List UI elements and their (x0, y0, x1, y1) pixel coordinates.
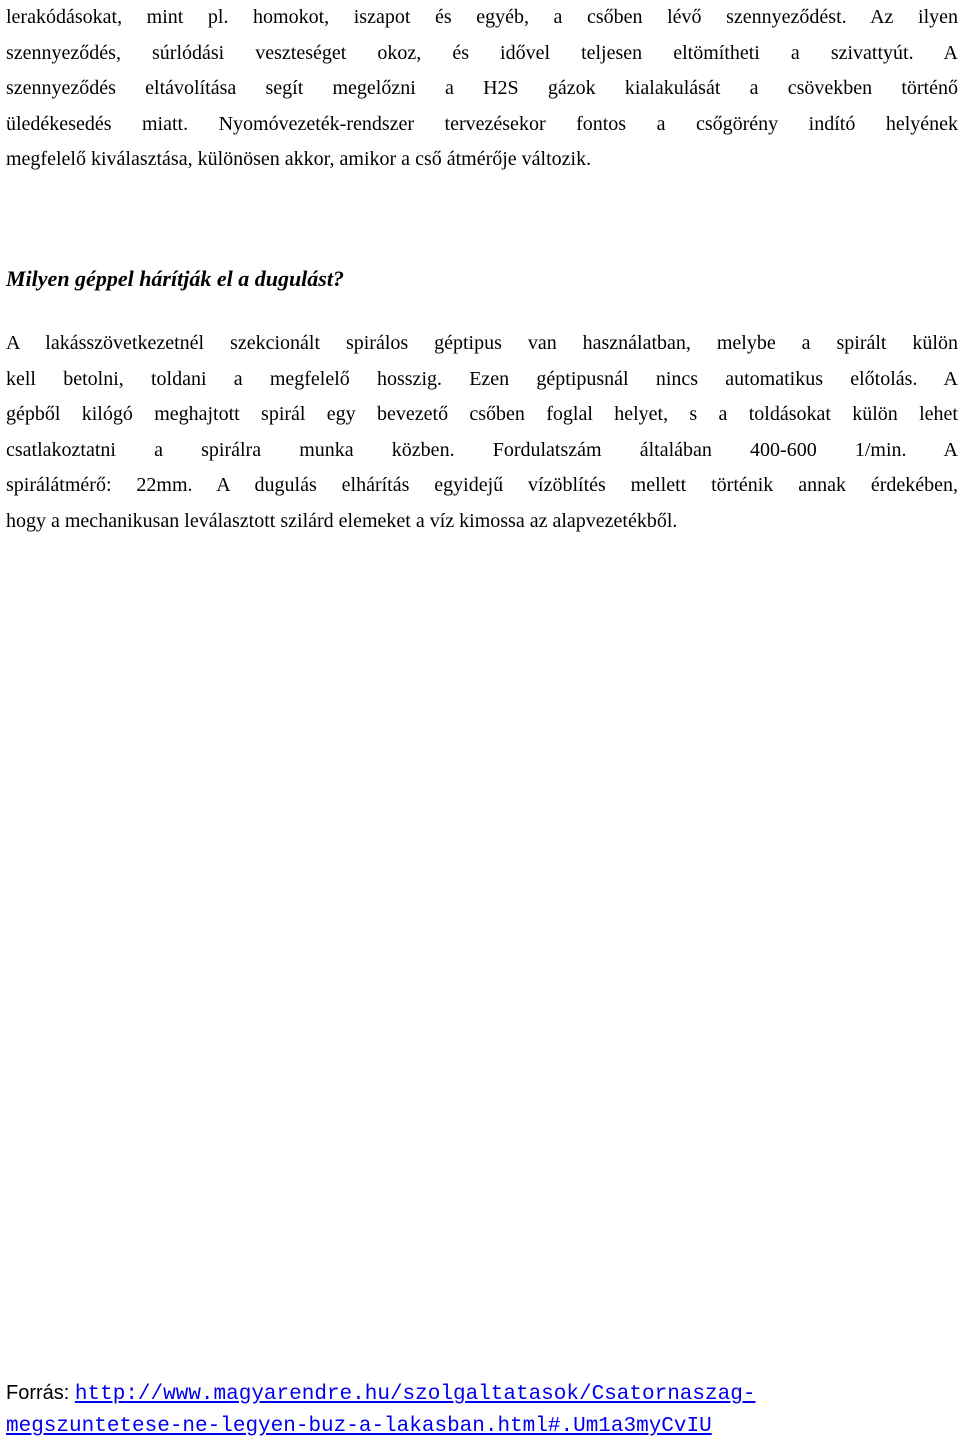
paragraph-line: spirálátmérő: 22mm. A dugulás elhárítás egyidejű vízöblítés mellett történik annak érdekében, (6, 474, 958, 496)
source-link-line[interactable]: http://www.magyarendre.hu/szolgaltatasok/Csatornaszag- (74, 1383, 756, 1406)
source-link-line[interactable]: megszuntetese-ne-legyen-buz-a-lakasban.html#.Um1a3myCvIU (6, 1415, 712, 1438)
paragraph-line: lerakódásokat, mint pl. homokot, iszapot és egyéb, a csőben lévő szennyeződést. Az ilyen (6, 6, 958, 28)
paragraph-pipe-cleaning (6, 0, 958, 178)
paragraph-line: megfelelő kiválasztása, különösen akkor, amikor a cső átmérője változik. (6, 148, 592, 170)
paragraph-line: kell betolni, toldani a megfelelő hosszig. Ezen géptipusnál nincs automatikus előtolás. A (6, 367, 958, 390)
source-link[interactable] (6, 1383, 755, 1438)
paragraph-line: hogy a mechanikusan leválasztott szilárd elemeket a víz kimossa az alapvezetékből. (6, 509, 678, 532)
paragraph-line: csatlakoztatni a spirálra munka közben. Fordulatszám általában 400-600 1/min. A (6, 438, 958, 461)
paragraph-line: A lakásszövetkezetnél szekcionált spirálos géptipus van használatban, melybe a spirált külön (6, 332, 958, 354)
paragraph-line: szennyeződés, súrlódási veszteséget okoz, és idővel teljesen eltömítheti a szivattyút. A (6, 41, 958, 64)
section-heading: Milyen géppel hárítják el a dugulást? (6, 266, 344, 291)
source-citation (6, 1378, 958, 1442)
paragraph-line: szennyeződés eltávolítása segít megelőzni a H2S gázok kialakulását a csövekben történő (6, 77, 958, 99)
source-label: Forrás: (6, 1382, 70, 1404)
paragraph-machine-description (6, 326, 958, 539)
paragraph-line: gépből kilógó meghajtott spirál egy bevezető csőben foglal helyet, s a toldásokat külön lehet (6, 403, 958, 425)
paragraph-line: üledékesedés miatt. Nyomóvezeték-rendszer tervezésekor fontos a csőgörény indító helyének (6, 112, 958, 135)
